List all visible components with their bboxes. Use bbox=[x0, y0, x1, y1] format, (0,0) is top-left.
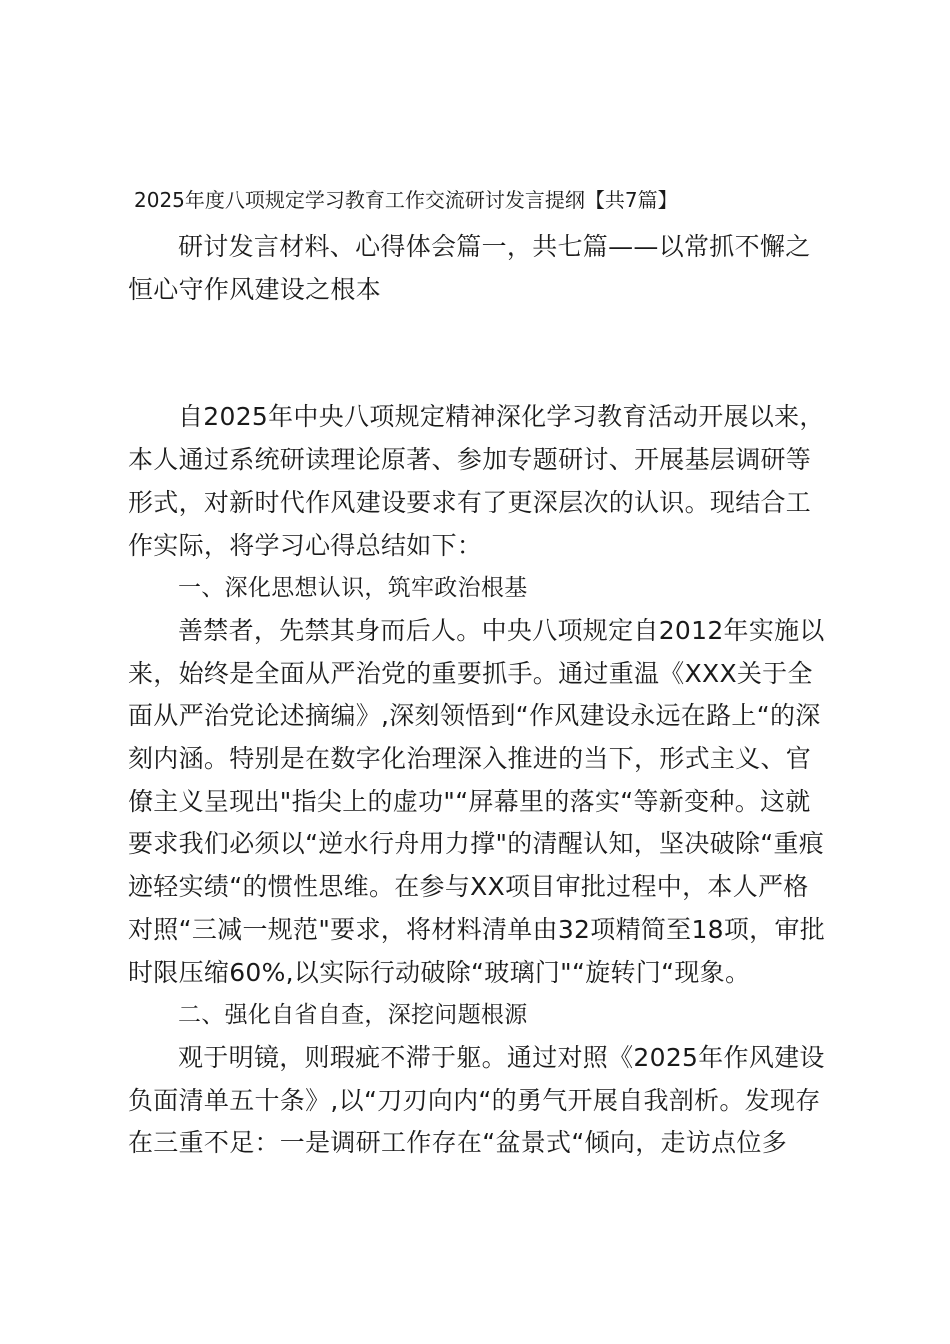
intro-paragraph: 自2025年中央八项规定精神深化学习教育活动开展以来，本人通过系统研读理论原著、参加专题研讨、开展基层调研等形式，对新时代作风建设要求有了更深层次的认识。现结合工作实际，将学习心得总结如下： bbox=[128, 402, 825, 560]
blank-line bbox=[128, 311, 828, 396]
document-subtitle: 研讨发言材料、心得体会篇一，共七篇——以常抓不懈之恒心守作风建设之根本 bbox=[128, 232, 811, 304]
document-title: 2025年度八项规定学习教育工作交流研讨发言提纲【共7篇】 bbox=[134, 188, 678, 212]
section-heading-1: 一、深化思想认识，筑牢政治根基 bbox=[178, 575, 528, 602]
section-paragraph-1: 善禁者，先禁其身而后人。中央八项规定自2012年实施以来，始终是全面从严治党的重要抓手。通过重温《XXX关于全面从严治党论述摘编》,深刻领悟到“作风建设永远在路上“的深刻内涵。特别是在数字化治理深入推进的当下，形式主义、官僚主义呈现出"指尖上的虚功"“屏幕里的落实“等新变种。这就要求我们必须以“逆水行舟用力撑"的清醒认知，坚决破除“重痕迹轻实绩“的惯性思维。在参与XX项目审批过程中，本人严格对照“三减一规范"要求，将材料清单由32项精简至18项，审批时限压缩60%,以实际行动破除“玻璃门"“旋转门“现象。 bbox=[128, 615, 826, 987]
section-heading-2: 二、强化自省自查，深挖问题根源 bbox=[178, 1002, 528, 1029]
section-paragraph-2: 观于明镜，则瑕疵不滞于躯。通过对照《2025年作风建设负面清单五十条》,以“刀刃向内“的勇气开展自我剖析。发现存在三重不足：一是调研工作存在“盆景式“倾向，走访点位多 bbox=[128, 1042, 825, 1158]
document-body bbox=[128, 226, 828, 1165]
